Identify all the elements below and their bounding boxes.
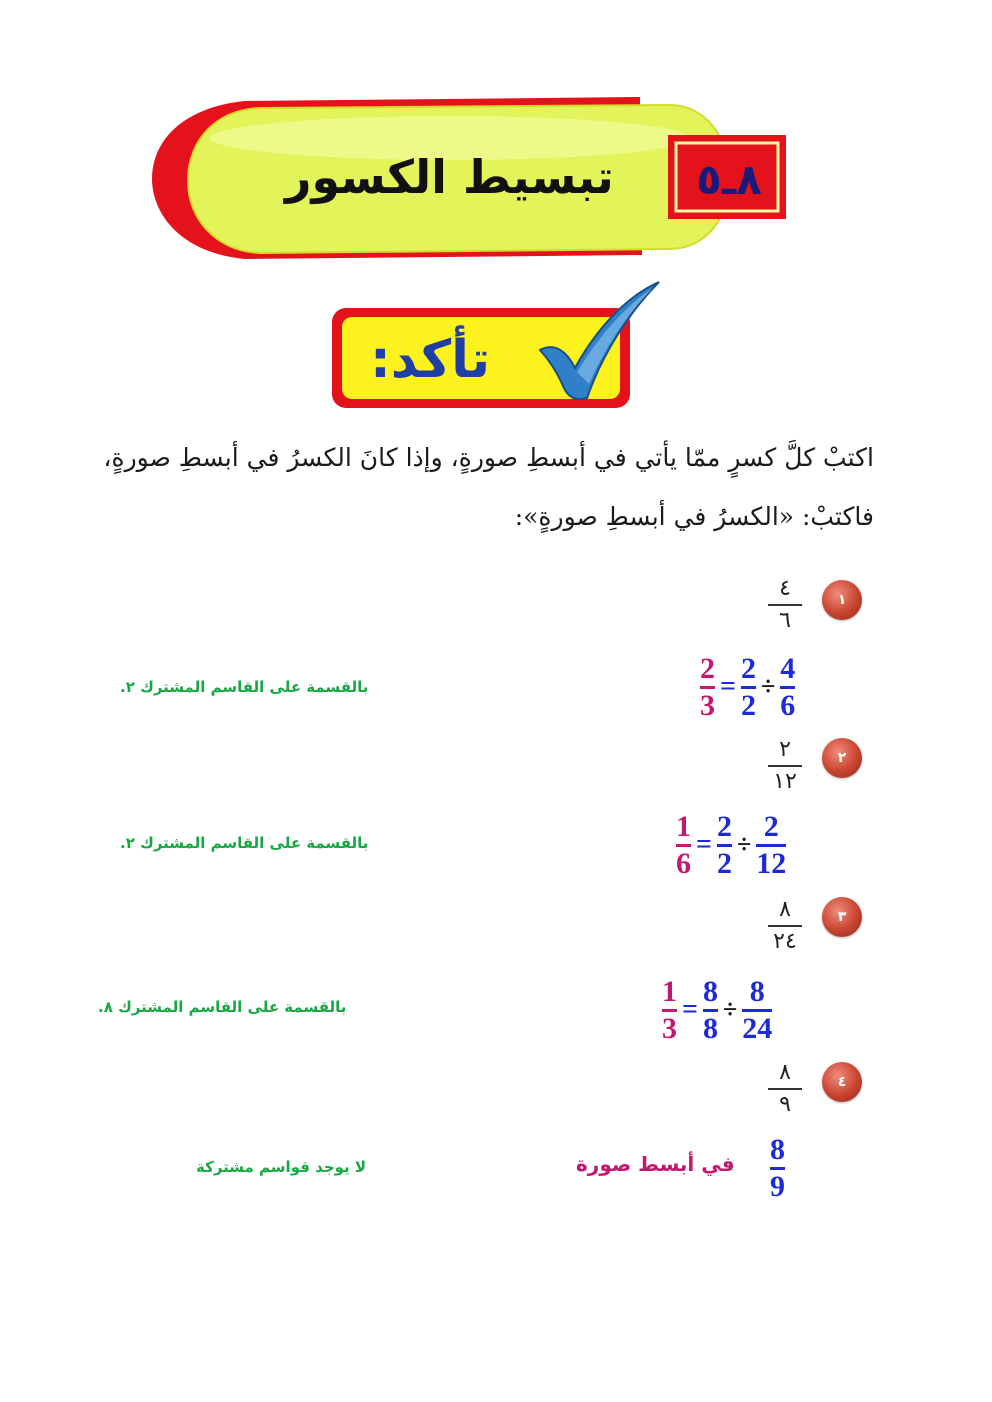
fraction-numerator: ٢ <box>779 737 791 762</box>
fraction-numerator: ٨ <box>779 897 791 922</box>
equals-sign: = <box>696 829 712 861</box>
fraction-numerator: ٨ <box>779 1060 791 1085</box>
problem-4-fraction <box>760 1060 810 1118</box>
fraction-numerator: ٤ <box>779 576 791 601</box>
original-fraction: $\frac{8}{24}$ <box>742 975 773 1045</box>
problem-2-bullet: ٢ <box>822 738 862 778</box>
problem-1-working <box>698 654 797 721</box>
original-fraction: $\frac{8}{9}$ <box>770 1133 785 1203</box>
result-fraction: $\frac{2}{3}$ <box>700 652 715 722</box>
problem-2-note: بالقسمة على القاسم المشترك ٢. <box>120 834 369 852</box>
divide-sign: ÷ <box>736 830 752 860</box>
problem-3-bullet: ٣ <box>822 897 862 937</box>
problem-4-bullet: ٤ <box>822 1062 862 1102</box>
original-fraction: $\frac{4}{6}$ <box>780 652 796 722</box>
divisor-fraction: $\frac{2}{2}$ <box>716 810 732 880</box>
instructions-line-2: فاكتبْ: «الكسرُ في أبسطِ صورةٍ»: <box>514 502 874 531</box>
problem-1-bullet: ١ <box>822 580 862 620</box>
divisor-fraction: $\frac{8}{8}$ <box>702 975 718 1045</box>
divisor-fraction: $\frac{2}{2}$ <box>740 652 756 722</box>
original-fraction: $\frac{2}{12}$ <box>756 810 787 880</box>
instructions-line-1: اكتبْ كلَّ كسرٍ ممّا يأتي في أبسطِ صورةٍ، وإذا كانَ الكسرُ في أبسطِ صورةٍ، <box>103 443 874 472</box>
check-heading: تأكد: <box>370 330 491 390</box>
fraction-denominator: ٩ <box>779 1091 791 1117</box>
fraction-denominator: ٢٤ <box>773 928 797 954</box>
problem-3-note: بالقسمة على القاسم المشترك ٨. <box>98 998 347 1016</box>
problem-3-working <box>660 977 774 1044</box>
divide-sign: ÷ <box>760 672 776 702</box>
result-fraction: $\frac{1}{3}$ <box>662 975 677 1045</box>
problem-2-fraction <box>760 737 810 795</box>
divide-sign: ÷ <box>722 995 738 1025</box>
result-fraction: $\frac{1}{6}$ <box>676 810 691 880</box>
fraction-denominator: ١٢ <box>773 768 797 794</box>
problem-2-working <box>674 812 788 879</box>
problem-1-note: بالقسمة على القاسم المشترك ٢. <box>120 678 369 696</box>
equals-sign: = <box>720 671 736 703</box>
checkmark-icon <box>535 280 665 405</box>
problem-4-note: لا يوجد قواسم مشتركة <box>196 1158 367 1176</box>
fraction-denominator: ٦ <box>779 607 791 633</box>
problem-4-answer: في أبسط صورة <box>576 1152 735 1176</box>
problem-1-fraction <box>760 576 810 634</box>
problem-3-fraction <box>760 897 810 955</box>
lesson-title: تبسيط الكسور <box>285 150 614 204</box>
equals-sign: = <box>682 994 698 1026</box>
lesson-number: ٨ـ٥ <box>696 155 762 204</box>
problem-4-working <box>768 1135 787 1202</box>
